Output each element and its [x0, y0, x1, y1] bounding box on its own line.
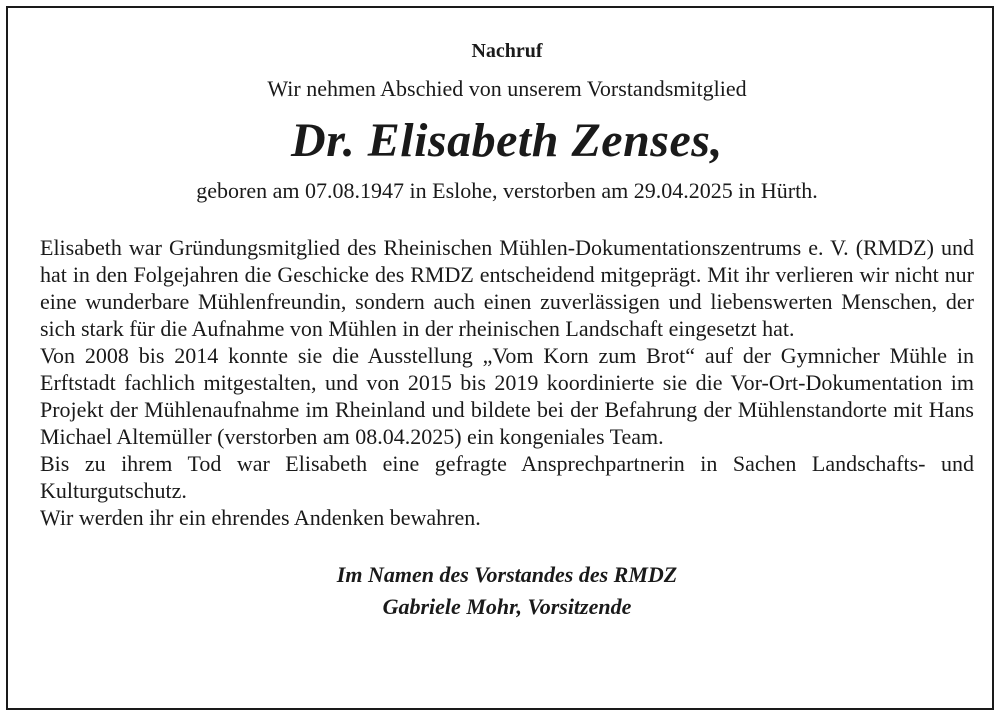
- signature-board: Im Namen des Vorstandes des RMDZ: [336, 562, 678, 587]
- signature-chair: Gabriele Mohr, Vorsitzende: [382, 594, 632, 619]
- obituary-text: [40, 234, 974, 531]
- deceased-name: Dr. Elisabeth Zenses,: [291, 114, 723, 167]
- birth-death-dates: geboren am 07.08.1947 in Eslohe, verstorben am 29.04.2025 in Hürth.: [196, 178, 818, 203]
- notice-heading: Nachruf: [471, 40, 543, 62]
- paragraph-founding: Elisabeth war Gründungsmitglied des Rheinischen Mühlen-Dokumentationszentrums e. V. (RMDZ) und hat in den Folgejahren die Geschicke des RMDZ entscheidend mitgeprägt. Mit ihr verlieren wir nicht nur eine wunderbare Mühlenfreundin, sondern auch einen zuverlässigen und liebenswerten Menschen, der sich stark für die Aufnahme von Mühlen in der rheinischen Landschaft eingesetzt hat.: [40, 235, 974, 341]
- paragraph-exhibition: Von 2008 bis 2014 konnte sie die Ausstellung „Vom Korn zum Brot“ auf der Gymnicher Mühle in Erftstadt fachlich mitgestalten, und von 2015 bis 2019 koordinierte sie die Vor-Ort-Dokumentation im Projekt der Mühlenaufnahme im Rheinland und bildete bei der Befahrung der Mühlenstandorte mit Hans Michael Altemüller (verstorben am 08.04.2025) ein kongeniales Team.: [40, 343, 974, 449]
- obituary-frame: [6, 6, 994, 710]
- obituary-content: [40, 32, 974, 623]
- paragraph-farewell: Wir werden ihr ein ehrendes Andenken bewahren.: [40, 505, 481, 530]
- paragraph-contact: Bis zu ihrem Tod war Elisabeth eine gefragte Ansprechpartnerin in Sachen Landschafts- und Kulturgutschutz.: [40, 451, 974, 503]
- notice-intro: Wir nehmen Abschied von unserem Vorstandsmitglied: [267, 76, 747, 101]
- signature-block: [40, 559, 974, 623]
